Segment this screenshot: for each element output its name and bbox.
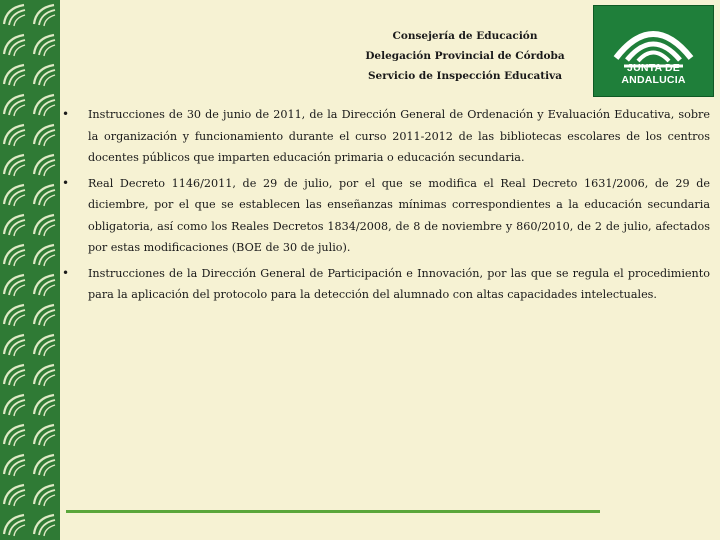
logo-text: JUNTA DE ANDALUCIA	[621, 62, 686, 86]
andalucia-arch-motif-icon	[0, 0, 60, 540]
header-delegation: Delegación Provincial de Córdoba	[365, 50, 565, 62]
footer-divider	[66, 510, 600, 513]
header-service: Servicio de Inspección Educativa	[367, 70, 563, 82]
list-item	[62, 173, 710, 259]
list-item-text: Real Decreto 1146/2011, de 29 de julio, por el que se modifica el Real Decreto 1631/2006, de 29 de diciembre, por el que se establecen las enseñanzas mínimas correspondientes a la educación secundaria obligatoria, así como los Reales Decretos 1834/2008, de 8 de noviembre y 860/2010, de 2 de julio, afectados por estas modificaciones (BOE de 30 de julio).	[88, 176, 710, 254]
sidebar-pattern	[0, 0, 60, 540]
list-item-text: Instrucciones de la Dirección General de Participación e Innovación, por las que se regula el procedimiento para la aplicación del protocolo para la detección del alumnado con altas capacidades intelectuales.	[88, 266, 710, 301]
junta-de-andalucia-logo	[593, 5, 714, 97]
list-item	[62, 104, 710, 169]
bullet: •	[62, 107, 70, 121]
list-item	[62, 263, 710, 306]
regulation-list	[62, 104, 710, 306]
document-body	[62, 104, 710, 310]
bullet: •	[62, 265, 70, 280]
list-item-text: Instrucciones de 30 de junio de 2011, de la Dirección General de Ordenación y Evaluación Educativa, sobre la organización y funcionamiento durante el curso 2011-2012 de las bibliotecas escolares de los centros docentes públicos que imparten educación primaria o educación secundaria.	[88, 108, 710, 164]
header-department: Consejería de Educación	[392, 30, 538, 42]
bullet: •	[62, 175, 70, 190]
